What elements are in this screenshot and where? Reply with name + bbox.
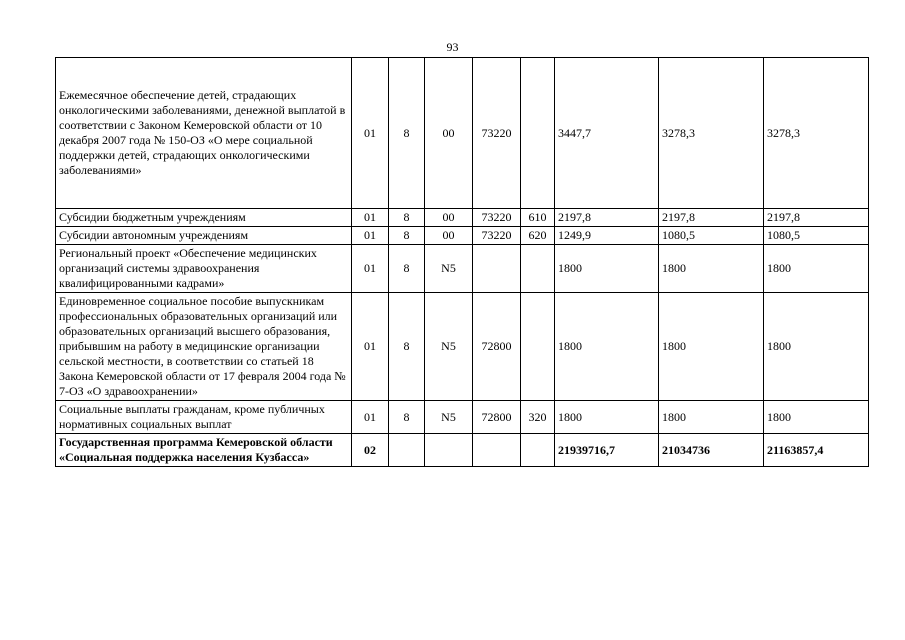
amount-year-3: 2197,8 [764, 209, 869, 227]
row-name: Единовременное социальное пособие выпускникам профессиональных образовательных организаций или образовательных организаций высшего образования, прибывшим на работу в медицинские организации сельской местности, в соответствии со статьей 18 Закона Кемеровской области от 17 февраля 2004 года № 7-ОЗ «О здравоохранении» [56, 293, 352, 401]
amount-year-2: 1800 [659, 401, 764, 434]
code-expense-type [521, 434, 555, 467]
code-program: 01 [352, 401, 389, 434]
amount-year-1: 1249,9 [555, 227, 659, 245]
code-expense-type: 620 [521, 227, 555, 245]
code-expense-type [521, 58, 555, 209]
code-program: 01 [352, 209, 389, 227]
code-event: N5 [425, 245, 473, 293]
budget-table [55, 57, 869, 467]
amount-year-1: 1800 [555, 245, 659, 293]
amount-year-3: 3278,3 [764, 58, 869, 209]
code-subprogram: 8 [389, 58, 425, 209]
code-direction [473, 434, 521, 467]
code-program: 01 [352, 293, 389, 401]
amount-year-1: 3447,7 [555, 58, 659, 209]
amount-year-2: 1080,5 [659, 227, 764, 245]
code-subprogram: 8 [389, 245, 425, 293]
code-program: 01 [352, 227, 389, 245]
amount-year-1: 21939716,7 [555, 434, 659, 467]
code-program: 01 [352, 58, 389, 209]
amount-year-2: 1800 [659, 245, 764, 293]
amount-year-2: 21034736 [659, 434, 764, 467]
table-row [56, 209, 869, 227]
table-row [56, 58, 869, 209]
row-name: Субсидии автономным учреждениям [56, 227, 352, 245]
row-name: Государственная программа Кемеровской области «Социальная поддержка населения Кузбасса» [56, 434, 352, 467]
code-direction: 73220 [473, 227, 521, 245]
code-direction: 72800 [473, 293, 521, 401]
table-row [56, 227, 869, 245]
code-subprogram: 8 [389, 227, 425, 245]
code-subprogram: 8 [389, 293, 425, 401]
table-row [56, 401, 869, 434]
code-direction: 73220 [473, 58, 521, 209]
code-program: 02 [352, 434, 389, 467]
code-event: 00 [425, 227, 473, 245]
amount-year-3: 21163857,4 [764, 434, 869, 467]
code-event: 00 [425, 209, 473, 227]
table-row [56, 293, 869, 401]
code-event: N5 [425, 293, 473, 401]
code-subprogram [389, 434, 425, 467]
amount-year-1: 1800 [555, 293, 659, 401]
amount-year-3: 1080,5 [764, 227, 869, 245]
table-row [56, 245, 869, 293]
code-event: N5 [425, 401, 473, 434]
amount-year-1: 1800 [555, 401, 659, 434]
table-row [56, 434, 869, 467]
amount-year-1: 2197,8 [555, 209, 659, 227]
code-expense-type [521, 245, 555, 293]
code-subprogram: 8 [389, 401, 425, 434]
amount-year-2: 2197,8 [659, 209, 764, 227]
code-expense-type: 610 [521, 209, 555, 227]
code-direction: 72800 [473, 401, 521, 434]
code-event [425, 434, 473, 467]
code-expense-type [521, 293, 555, 401]
row-name: Региональный проект «Обеспечение медицинских организаций системы здравоохранения квалифицированными кадрами» [56, 245, 352, 293]
row-name: Ежемесячное обеспечение детей, страдающих онкологическими заболеваниями, денежной выплатой в соответствии с Законом Кемеровской области от 10 декабря 2007 года № 150-ОЗ «О мере социальной поддержки детей, страдающих онкологическими заболеваниями» [56, 58, 352, 209]
amount-year-3: 1800 [764, 245, 869, 293]
code-event: 00 [425, 58, 473, 209]
code-subprogram: 8 [389, 209, 425, 227]
code-direction: 73220 [473, 209, 521, 227]
row-name: Субсидии бюджетным учреждениям [56, 209, 352, 227]
amount-year-3: 1800 [764, 401, 869, 434]
code-program: 01 [352, 245, 389, 293]
amount-year-3: 1800 [764, 293, 869, 401]
amount-year-2: 3278,3 [659, 58, 764, 209]
row-name: Социальные выплаты гражданам, кроме публичных нормативных социальных выплат [56, 401, 352, 434]
code-direction [473, 245, 521, 293]
page-number: 93 [446, 40, 459, 54]
code-expense-type: 320 [521, 401, 555, 434]
amount-year-2: 1800 [659, 293, 764, 401]
